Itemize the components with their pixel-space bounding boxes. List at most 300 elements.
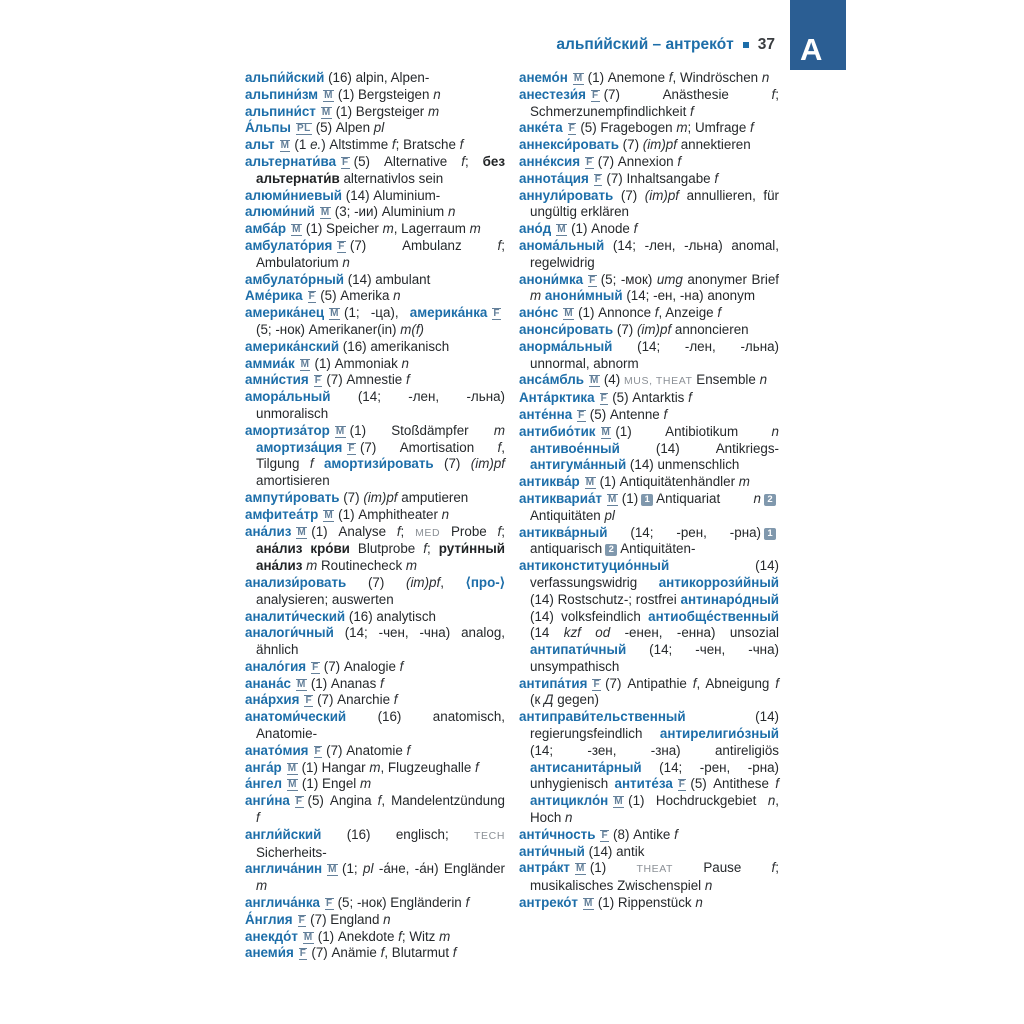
gender-marker: M [280, 140, 290, 152]
italic-label: n [383, 911, 391, 927]
entry-text: ; [427, 541, 439, 557]
italic-label: m [256, 878, 268, 894]
entry-text: (1) Ammoniak [314, 355, 402, 371]
gender-marker: M [330, 308, 339, 320]
italic-label: umg [656, 271, 683, 287]
gender-marker: F [678, 779, 686, 791]
entry-text: (1) Ananas [310, 675, 381, 691]
dictionary-entry [519, 372, 779, 390]
italic-label: f [459, 137, 464, 153]
entry-text: antiquarisch [530, 541, 603, 557]
italic-label: f [497, 439, 502, 455]
dictionary-entry [245, 372, 505, 389]
italic-label: f [633, 221, 638, 237]
headword: ⟨про-⟩ [465, 574, 505, 590]
entry-text: (7) Anästhesie [603, 86, 772, 102]
italic-label: f [405, 372, 410, 388]
headword: анги́на [245, 793, 290, 809]
entry-text: Blutprobe [349, 541, 424, 557]
entry-text: anonymer Brief [682, 271, 779, 287]
italic-label: f [750, 120, 754, 136]
dictionary-entry [519, 238, 779, 272]
entry-text: (7) [613, 321, 637, 337]
gender-marker: M [328, 864, 337, 876]
collocation-bold: без альтернати́в [256, 153, 505, 186]
headword: англи́йский [245, 826, 322, 842]
italic-label: n [767, 793, 776, 809]
italic-label: f [452, 945, 457, 961]
italic-label: f [393, 692, 398, 708]
headword: антиобще́ственный [648, 608, 779, 624]
italic-label: n [704, 878, 713, 894]
entry-text: , [440, 574, 466, 590]
running-head: альпи́йский – антреко́т [556, 36, 734, 53]
entry-text: (7) [339, 489, 364, 505]
gender-marker: F [591, 89, 599, 101]
dictionary-columns [245, 70, 779, 962]
dictionary-entry [519, 424, 779, 474]
entry-text: annektieren [676, 137, 751, 153]
headword: ано́нс [519, 305, 559, 321]
headword: анони́мка [519, 271, 584, 287]
entry-text: (7) Anatomie [326, 742, 407, 758]
gender-marker: M [583, 898, 593, 910]
entry-text: ; Umfrage [687, 120, 751, 136]
headword: антиква́р [519, 474, 580, 490]
headword: анти́чный [519, 843, 585, 859]
dictionary-entry [519, 474, 779, 491]
entry-text: , Anzeige [658, 305, 718, 321]
italic-label: f [692, 675, 697, 691]
italic-label: f [775, 776, 780, 792]
dictionary-entry [245, 676, 505, 693]
headword: антипа́тия [519, 675, 588, 691]
entry-text: (5) Antithese [690, 776, 776, 792]
alphabet-tab-letter: А [800, 32, 823, 67]
dictionary-entry [519, 188, 779, 222]
entry-text: (16) englisch; [321, 826, 475, 842]
separator-bullet-icon [743, 42, 749, 48]
dictionary-entry [245, 692, 505, 709]
headword: амортиза́ция [256, 439, 343, 455]
entry-text: (1; -ца), [343, 305, 410, 321]
entry-text: , Flugzeughalle [380, 759, 476, 775]
entry-text: , Mandelentzündung [381, 793, 505, 809]
entry-text: , Tilgung [256, 439, 505, 472]
italic-label: f [461, 153, 465, 169]
headword: антикоррози́йный [658, 574, 779, 590]
headword: Анта́рктика [519, 390, 595, 406]
italic-label: f [475, 759, 479, 775]
headword: альтернати́ва [245, 153, 337, 169]
entry-text: , Windröschen [672, 70, 762, 85]
gender-marker: F [312, 661, 319, 673]
headword: ана́рхия [245, 692, 300, 708]
italic-label: n [447, 204, 456, 220]
entry-text: (1) Anekdote [317, 928, 399, 944]
entry-text: (1) Stoßdämpfer [349, 422, 494, 438]
headword: антипати́чный [530, 642, 627, 658]
headword: антиква́рный [519, 524, 608, 540]
gender-marker: M [300, 358, 310, 370]
field-label: THEAT [636, 863, 674, 876]
italic-label: f [690, 103, 694, 119]
italic-label: n [771, 423, 779, 439]
entry-text: (14; -ен, -на) anonym [622, 288, 755, 304]
entry-text: (7) England [310, 911, 384, 927]
dictionary-entry [519, 87, 779, 121]
headword: антибио́тик [519, 423, 596, 439]
headword: антивое́нный [530, 440, 620, 456]
headword: амфитеа́тр [245, 506, 319, 522]
entry-text: (7) Antipathie [605, 675, 693, 691]
gender-marker: F [325, 898, 333, 910]
headword: анти́чность [519, 826, 596, 842]
headword: амбулато́рный [245, 271, 344, 287]
dictionary-entry [519, 491, 779, 525]
dictionary-entry [519, 137, 779, 154]
italic-label: n [695, 895, 703, 911]
headword: альт [245, 137, 275, 153]
italic-label: f [309, 456, 314, 472]
headword: амортиза́тор [245, 422, 330, 438]
entry-text: (1) Anemone [587, 70, 669, 85]
headword: альпи́йский [245, 70, 325, 85]
italic-label: m [738, 474, 750, 490]
headword: аналити́ческий [245, 608, 346, 624]
entry-text: (14) Rostschutz-; rostfrei [530, 591, 681, 607]
gender-marker: F [342, 156, 349, 168]
headword: америка́нец [245, 305, 325, 321]
entry-text: -а́не, -а́н) Engländer [373, 861, 505, 877]
entry-text: Antiquitäten [530, 507, 605, 523]
entry-text: (1) Hochdruckgebiet [628, 793, 768, 809]
entry-text: annoncieren [671, 321, 749, 337]
gender-marker: F [299, 948, 307, 960]
page-number: 37 [757, 36, 775, 53]
entry-text: analysieren; auswerten [256, 591, 394, 607]
entry-text: gegen) [553, 692, 599, 708]
headword: А́нглия [245, 911, 293, 927]
headword: аннекси́ровать [519, 137, 619, 153]
dictionary-entry [519, 407, 779, 424]
italic-label: n [342, 254, 350, 270]
entry-text: amortisieren [256, 473, 330, 489]
entry-text: (14; -чен, -чна) unsympathisch [530, 642, 779, 674]
gender-marker: F [314, 745, 322, 757]
italic-label: m [306, 558, 318, 574]
entry-text: (1) Speicher [305, 221, 383, 237]
field-label: MUS, THEAT [623, 375, 693, 388]
headword: анорма́льный [519, 338, 613, 354]
headword: аммиа́к [245, 355, 295, 371]
entry-text: (5) Antenne [589, 406, 664, 422]
headword: амба́р [245, 221, 287, 237]
entry-text: (14; -лен, -льна) anomal, regelwidrig [530, 237, 779, 270]
italic-label: pl [363, 861, 374, 877]
gender-marker: F [568, 123, 576, 135]
headword: аннота́ция [519, 170, 589, 186]
headword: антирелигио́зный [659, 726, 779, 742]
dictionary-entry [245, 272, 505, 289]
entry-text: (1) Engel [301, 776, 360, 792]
headword: анана́с [245, 675, 291, 691]
italic-label: f [377, 793, 382, 809]
gender-marker: F [348, 442, 355, 454]
gender-marker: M [321, 106, 331, 118]
dictionary-entry [245, 154, 505, 188]
dictionary-entry [245, 659, 505, 676]
entry-text: (1) Hangar [301, 759, 370, 775]
italic-label: f [688, 390, 692, 406]
headword: анне́ксия [519, 153, 581, 169]
entry-text: (1) Antibiotikum [615, 423, 772, 439]
gender-marker: F [589, 274, 596, 286]
gender-marker: F [600, 393, 608, 405]
entry-text: (1) Antiquitätenhändler [599, 474, 739, 490]
italic-label: n [401, 355, 409, 371]
italic-label: pl [604, 507, 615, 523]
headword: антите́за [614, 776, 673, 792]
headword: англича́нин [245, 861, 323, 877]
italic-label: (im)pf [470, 456, 505, 472]
headword: анализи́ровать [245, 574, 347, 590]
sense-number: 2 [605, 544, 617, 556]
headword: анса́мбль [519, 372, 584, 388]
entry-text: (14) regierungsfeindlich [530, 709, 779, 742]
field-label: MED [415, 526, 441, 539]
italic-label: f [398, 928, 402, 944]
headword: альпини́зм [245, 86, 319, 102]
gender-marker: F [493, 308, 500, 320]
headword: анга́р [245, 759, 282, 775]
headword: антисанита́рный [530, 759, 642, 775]
gender-marker: M [335, 425, 345, 437]
entry-text [314, 456, 324, 471]
headword: англича́нка [245, 895, 320, 911]
gender-marker: PL [296, 123, 311, 135]
collocation-bold: ана́лиз кро́ви [256, 541, 350, 557]
entry-text: (14; -рен, -рна) unhygienisch [530, 759, 779, 792]
italic-label: f [406, 742, 411, 758]
italic-label: f [663, 406, 668, 422]
gender-marker: M [288, 779, 297, 791]
dictionary-entry [519, 70, 779, 87]
italic-label: f [714, 170, 719, 186]
gender-marker: F [308, 291, 316, 303]
italic-label: n [393, 288, 401, 304]
alphabet-tab[interactable] [790, 0, 846, 70]
entry-text: (1) [621, 490, 639, 506]
italic-label: f [399, 658, 404, 674]
headword: амора́льный [245, 389, 331, 405]
gender-marker: M [614, 796, 624, 808]
entry-text: ; Witz [401, 928, 440, 944]
italic-label: m [405, 558, 418, 574]
headword: амбулато́рия [245, 237, 333, 253]
headword: ана́лиз [245, 523, 292, 539]
italic-label: f [380, 945, 385, 961]
headword: антра́кт [519, 860, 570, 876]
gender-marker: F [593, 678, 601, 690]
italic-label: (im)pf [644, 187, 680, 203]
entry-text: annullieren, für ungültig erklären [530, 187, 779, 220]
dictionary-entry [245, 895, 505, 912]
entry-text: (1; [342, 861, 364, 877]
entry-text: (1) Analyse [311, 523, 397, 539]
headword: антицикло́н [530, 793, 609, 809]
entry-text: Antiquariat [656, 490, 754, 506]
entry-text: , Abneigung [696, 675, 776, 691]
italic-label: e. [310, 137, 322, 153]
headword: анестези́я [519, 86, 586, 102]
entry-text: (8) Antike [613, 826, 675, 842]
entry-text: (14; -лен, -льна) unnormal, abnorm [530, 338, 779, 371]
dictionary-entry [245, 188, 505, 205]
gender-marker: M [303, 931, 313, 943]
gender-marker: M [564, 308, 574, 320]
headword: анеми́я [245, 945, 294, 961]
dictionary-entry [245, 929, 505, 946]
headword: анонси́ровать [519, 321, 614, 337]
entry-text: (14; -рен, -рна) [607, 524, 761, 540]
entry-text: (5; -нок) Amerikaner(in) [256, 321, 401, 337]
gender-marker: M [573, 73, 583, 84]
dictionary-entry [245, 827, 505, 862]
dictionary-entry [519, 844, 779, 861]
entry-text: (7) [618, 137, 643, 153]
entry-text: ; [501, 523, 505, 539]
italic-label: f [677, 153, 682, 169]
italic-label: m [427, 103, 440, 119]
dictionary-entry [245, 104, 505, 121]
headword: анома́льный [519, 237, 605, 253]
italic-label: f [423, 541, 428, 557]
headword: америка́нский [245, 338, 340, 354]
entry-text: (7) Inhaltsangabe [606, 170, 715, 186]
italic-label: f [256, 810, 260, 826]
collocation-bold: рути́нный ана́лиз [256, 541, 505, 574]
dictionary-entry [245, 87, 505, 104]
dictionary-entry [519, 272, 779, 306]
entry-text: ; Bratsche [395, 137, 460, 153]
gender-marker: M [297, 526, 307, 538]
dictionary-entry [245, 625, 505, 659]
entry-text: (14) Aluminium- [342, 187, 441, 203]
italic-label: n [441, 506, 450, 522]
gender-marker: F [305, 695, 313, 707]
gender-marker: M [324, 89, 333, 101]
dictionary-entry [245, 339, 505, 356]
italic-label: f [465, 895, 470, 911]
headword: антреко́т [519, 895, 578, 911]
entry-text: ; musikalisches Zwischenspiel [530, 860, 779, 894]
italic-label: m [469, 221, 481, 237]
headword: анони́мный [544, 288, 623, 304]
gender-marker: M [296, 678, 306, 690]
dictionary-entry [245, 760, 505, 777]
entry-text: Antiquitäten- [620, 541, 696, 557]
entry-text: (5) Alpen [315, 120, 374, 136]
entry-text: (5) Alternative [353, 153, 462, 169]
dictionary-entry [519, 390, 779, 407]
entry-text: (1 [294, 137, 311, 153]
gender-marker: M [607, 493, 617, 505]
entry-text: (7) Ambulanz [349, 237, 498, 253]
italic-label: f [380, 675, 384, 691]
italic-label: n [759, 372, 768, 388]
dictionary-entry [519, 154, 779, 171]
headword: анке́та [519, 120, 563, 136]
headword: А́льпы [245, 120, 291, 136]
dictionary-entry [245, 709, 505, 743]
headword: алюми́ниевый [245, 187, 343, 203]
field-label: TECH [474, 829, 505, 842]
headword: анекдо́т [245, 928, 298, 944]
headword: америка́нка [409, 305, 488, 321]
gender-marker: M [575, 863, 585, 875]
gender-marker: M [590, 375, 599, 387]
entry-text: (14; -лен, -льна) unmoralisch [256, 389, 505, 421]
entry-text: (1) Bergsteigen [337, 86, 434, 102]
italic-label: m [530, 288, 542, 304]
italic-label: f [396, 523, 401, 539]
entry-text: (1) Annonce [578, 305, 655, 321]
italic-label: m [382, 221, 394, 237]
entry-text: (5) Angina [307, 793, 378, 809]
headword: анато́мия [245, 742, 309, 758]
italic-label: n [433, 86, 441, 102]
gender-marker: M [601, 426, 611, 438]
entry-text: (5; -мок) [600, 271, 657, 287]
italic-label: f [775, 675, 779, 691]
italic-label: m [493, 422, 505, 438]
gender-marker: F [338, 240, 345, 252]
entry-text: (1) Amphitheater [338, 506, 442, 522]
headword: ано́д [519, 221, 552, 237]
dictionary-entry [245, 776, 505, 793]
gender-marker: M [320, 207, 330, 219]
dictionary-entry [245, 356, 505, 373]
gender-marker: F [298, 914, 306, 926]
entry-text: (7) Anämie [311, 945, 381, 961]
headword: алюми́ний [245, 204, 315, 220]
entry-text: (16) amerikanisch [339, 338, 450, 354]
entry-text: (5; -нок) Engländerin [337, 895, 466, 911]
entry-text: -енен, -енна) unsozial [610, 625, 779, 641]
headword: антиправи́тельственный [519, 709, 686, 725]
dictionary-entry [245, 861, 505, 895]
entry-text: (14 [530, 625, 564, 641]
gender-marker: F [594, 173, 602, 185]
dictionary-entry [519, 171, 779, 188]
italic-label: kzf od [563, 625, 611, 641]
gender-marker: M [292, 224, 301, 236]
italic-label: f [771, 860, 776, 876]
sense-number: 2 [764, 494, 776, 506]
italic-label: f [717, 305, 722, 321]
headword: Аме́рика [245, 288, 303, 304]
dictionary-entry [519, 305, 779, 322]
gender-marker: M [324, 509, 334, 521]
dictionary-entry [245, 743, 505, 760]
entry-text: (7) Anarchie [317, 692, 394, 708]
gender-marker: F [578, 409, 585, 421]
entry-text: ; Ambulatorium [256, 237, 505, 270]
entry-text: (14) ambulant [344, 271, 431, 287]
dictionary-entry [245, 490, 505, 507]
entry-text: (7) [346, 574, 406, 590]
